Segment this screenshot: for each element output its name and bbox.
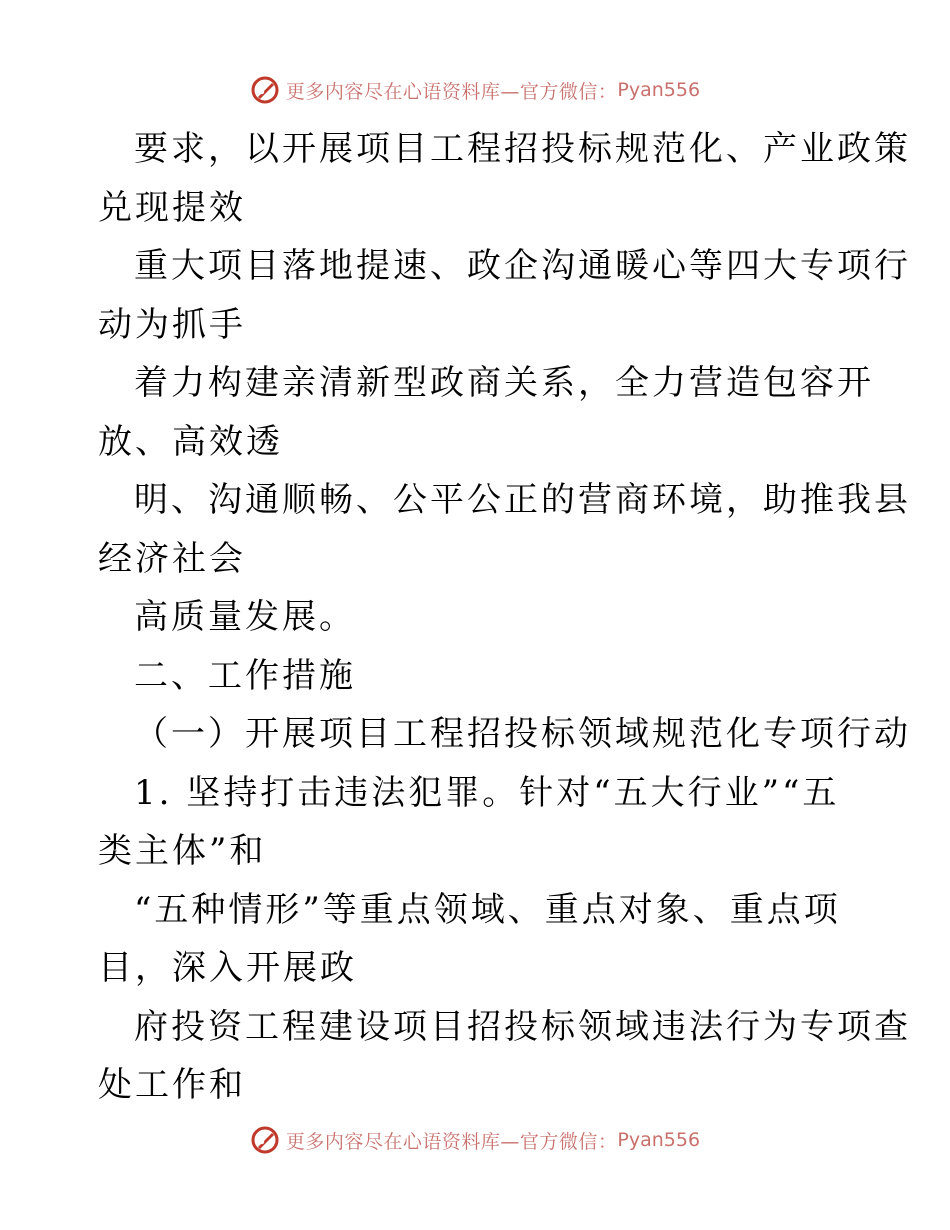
quill-logo-icon bbox=[250, 1125, 280, 1155]
body-line: 类主体”和 bbox=[98, 831, 267, 871]
quill-logo-icon bbox=[250, 75, 280, 105]
section-heading: 二、工作措施 bbox=[134, 655, 356, 696]
body-line: 处工作和 bbox=[98, 1065, 246, 1105]
document-body bbox=[98, 120, 911, 1115]
body-line: 要求，以开展项目工程招投标规范化、产业政策 bbox=[134, 129, 911, 169]
body-line: 目，深入开展政 bbox=[98, 948, 357, 988]
body-line: 经济社会 bbox=[98, 538, 246, 579]
banner-text: 更多内容尽在心语资料库—官方微信： bbox=[285, 80, 618, 103]
body-line: “五种情形”等重点领域、重点对象、重点项 bbox=[134, 889, 841, 930]
banner-wechat-handle: Pyan556 bbox=[617, 1129, 701, 1151]
body-line: 动为抓手 bbox=[98, 304, 246, 345]
body-line: 着力构建亲清新型政商关系，全力营造包容开 bbox=[134, 363, 874, 403]
body-line: 1. 坚持打击违法犯罪。针对“五大行业”“五 bbox=[134, 772, 840, 813]
body-line: 兑现提效 bbox=[98, 187, 246, 228]
subsection-heading: （一）开展项目工程招投标领域规范化专项行动 bbox=[134, 714, 911, 754]
body-line: 府投资工程建设项目招投标领域违法行为专项查 bbox=[134, 1006, 911, 1047]
body-line: 明、沟通顺畅、公平公正的营商环境，助推我县 bbox=[134, 480, 911, 520]
header-banner bbox=[0, 72, 950, 108]
banner-wechat-handle: Pyan556 bbox=[617, 79, 701, 101]
body-line: 高质量发展。 bbox=[134, 597, 356, 637]
footer-banner bbox=[0, 1122, 950, 1158]
body-line: 放、高效透 bbox=[98, 421, 283, 462]
body-line: 重大项目落地提速、政企沟通暖心等四大专项行 bbox=[134, 246, 911, 286]
banner-text: 更多内容尽在心语资料库—官方微信： bbox=[285, 1130, 618, 1153]
